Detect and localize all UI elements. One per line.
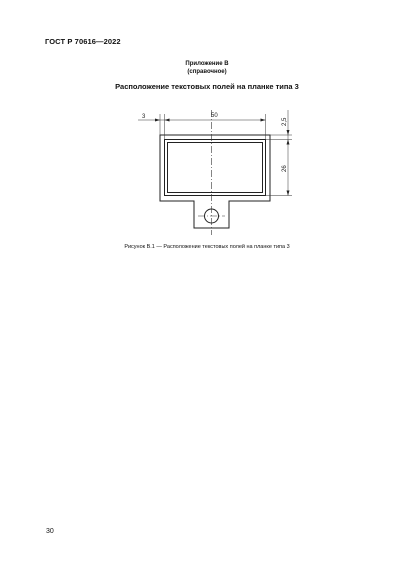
arrowhead <box>287 140 290 145</box>
appendix-heading <box>0 61 414 76</box>
arrowhead <box>155 119 160 122</box>
appendix-status: (справочное) <box>187 68 227 75</box>
plate-outline <box>160 135 270 228</box>
page-number: 30 <box>46 528 54 535</box>
appendix-label: Приложение В <box>185 61 229 67</box>
arrowhead <box>165 119 170 122</box>
figure-caption: Рисунок В.1 — Расположение текстовых полей на планке типа 3 <box>124 244 290 250</box>
plate-drawing-svg <box>120 100 310 240</box>
document-code: ГОСТ Р 70616—2022 <box>45 37 121 46</box>
plate-drawing <box>120 100 310 240</box>
appendix-title: Расположение текстовых полей на планке типа 3 <box>115 82 299 91</box>
dim-offset-left: 3 <box>142 114 146 120</box>
arrowhead <box>261 119 266 122</box>
text-field-inner <box>168 143 263 193</box>
dim-field-width: 50 <box>211 113 218 119</box>
arrowhead <box>287 130 290 135</box>
text-field-outer <box>165 140 266 196</box>
arrowhead <box>287 191 290 196</box>
dim-field-height: 26 <box>282 165 288 172</box>
dim-offset-top: 2,5 <box>282 117 288 126</box>
